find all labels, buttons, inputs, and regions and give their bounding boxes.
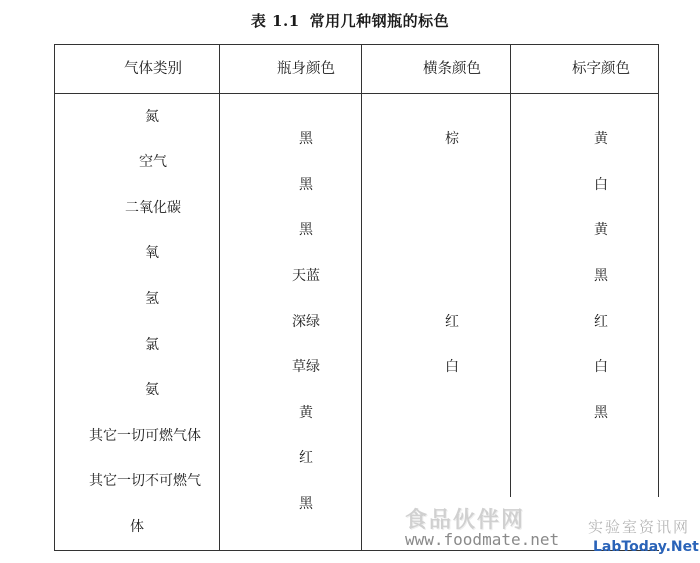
table-title: 常用几种钢瓶的标色	[309, 12, 450, 30]
labtoday-watermark: 实验室资讯网	[588, 518, 691, 536]
body-color: 黄	[299, 405, 313, 421]
header-bottom-border	[54, 93, 659, 94]
gas-type: 二氧化碳	[125, 200, 181, 216]
body-color: 黑	[299, 222, 313, 238]
header-gas-type: 气体类别	[124, 61, 182, 77]
col-divider-3	[510, 44, 511, 497]
body-color: 黑	[299, 131, 313, 147]
gas-type: 其它一切不可燃气	[89, 473, 201, 489]
body-color: 红	[299, 450, 313, 466]
gas-type: 氯	[145, 337, 159, 353]
body-color: 天蓝	[292, 268, 320, 284]
body-color: 黑	[299, 177, 313, 193]
header-stripe-color: 横条颜色	[423, 61, 481, 77]
body-color: 黑	[299, 496, 313, 512]
label-color: 黄	[594, 131, 608, 147]
stripe-color: 棕	[445, 131, 459, 147]
label-color: 白	[594, 177, 608, 193]
foodmate-url-watermark: www.foodmate.net	[405, 530, 560, 549]
body-color: 深绿	[292, 314, 320, 330]
gas-type: 其它一切可燃气体	[89, 428, 201, 444]
col-divider-2	[361, 44, 362, 551]
right-border	[658, 44, 659, 497]
label-color: 白	[594, 359, 608, 375]
gas-type: 氢	[145, 291, 159, 307]
table-number: 表 1.1	[250, 12, 300, 30]
table-bottom-border	[54, 550, 659, 551]
label-color: 黄	[594, 222, 608, 238]
gas-type: 空气	[139, 154, 167, 170]
gas-type: 氧	[145, 245, 159, 261]
table-top-border	[54, 44, 659, 45]
gas-type: 体	[130, 519, 144, 535]
body-color: 草绿	[292, 359, 320, 375]
col-divider-1	[219, 44, 220, 551]
gas-type: 氮	[145, 109, 159, 125]
gas-type: 氨	[145, 382, 159, 398]
labtoday-url-watermark: LabToday.Net	[593, 539, 699, 555]
label-color: 黑	[594, 268, 608, 284]
header-label-color: 标字颜色	[572, 61, 630, 77]
left-border	[54, 44, 55, 551]
label-color: 黑	[594, 405, 608, 421]
header-body-color: 瓶身颜色	[277, 61, 335, 77]
label-color: 红	[594, 314, 608, 330]
stripe-color: 白	[445, 359, 459, 375]
stripe-color: 红	[445, 314, 459, 330]
foodmate-watermark: 食品伙伴网	[405, 508, 526, 533]
